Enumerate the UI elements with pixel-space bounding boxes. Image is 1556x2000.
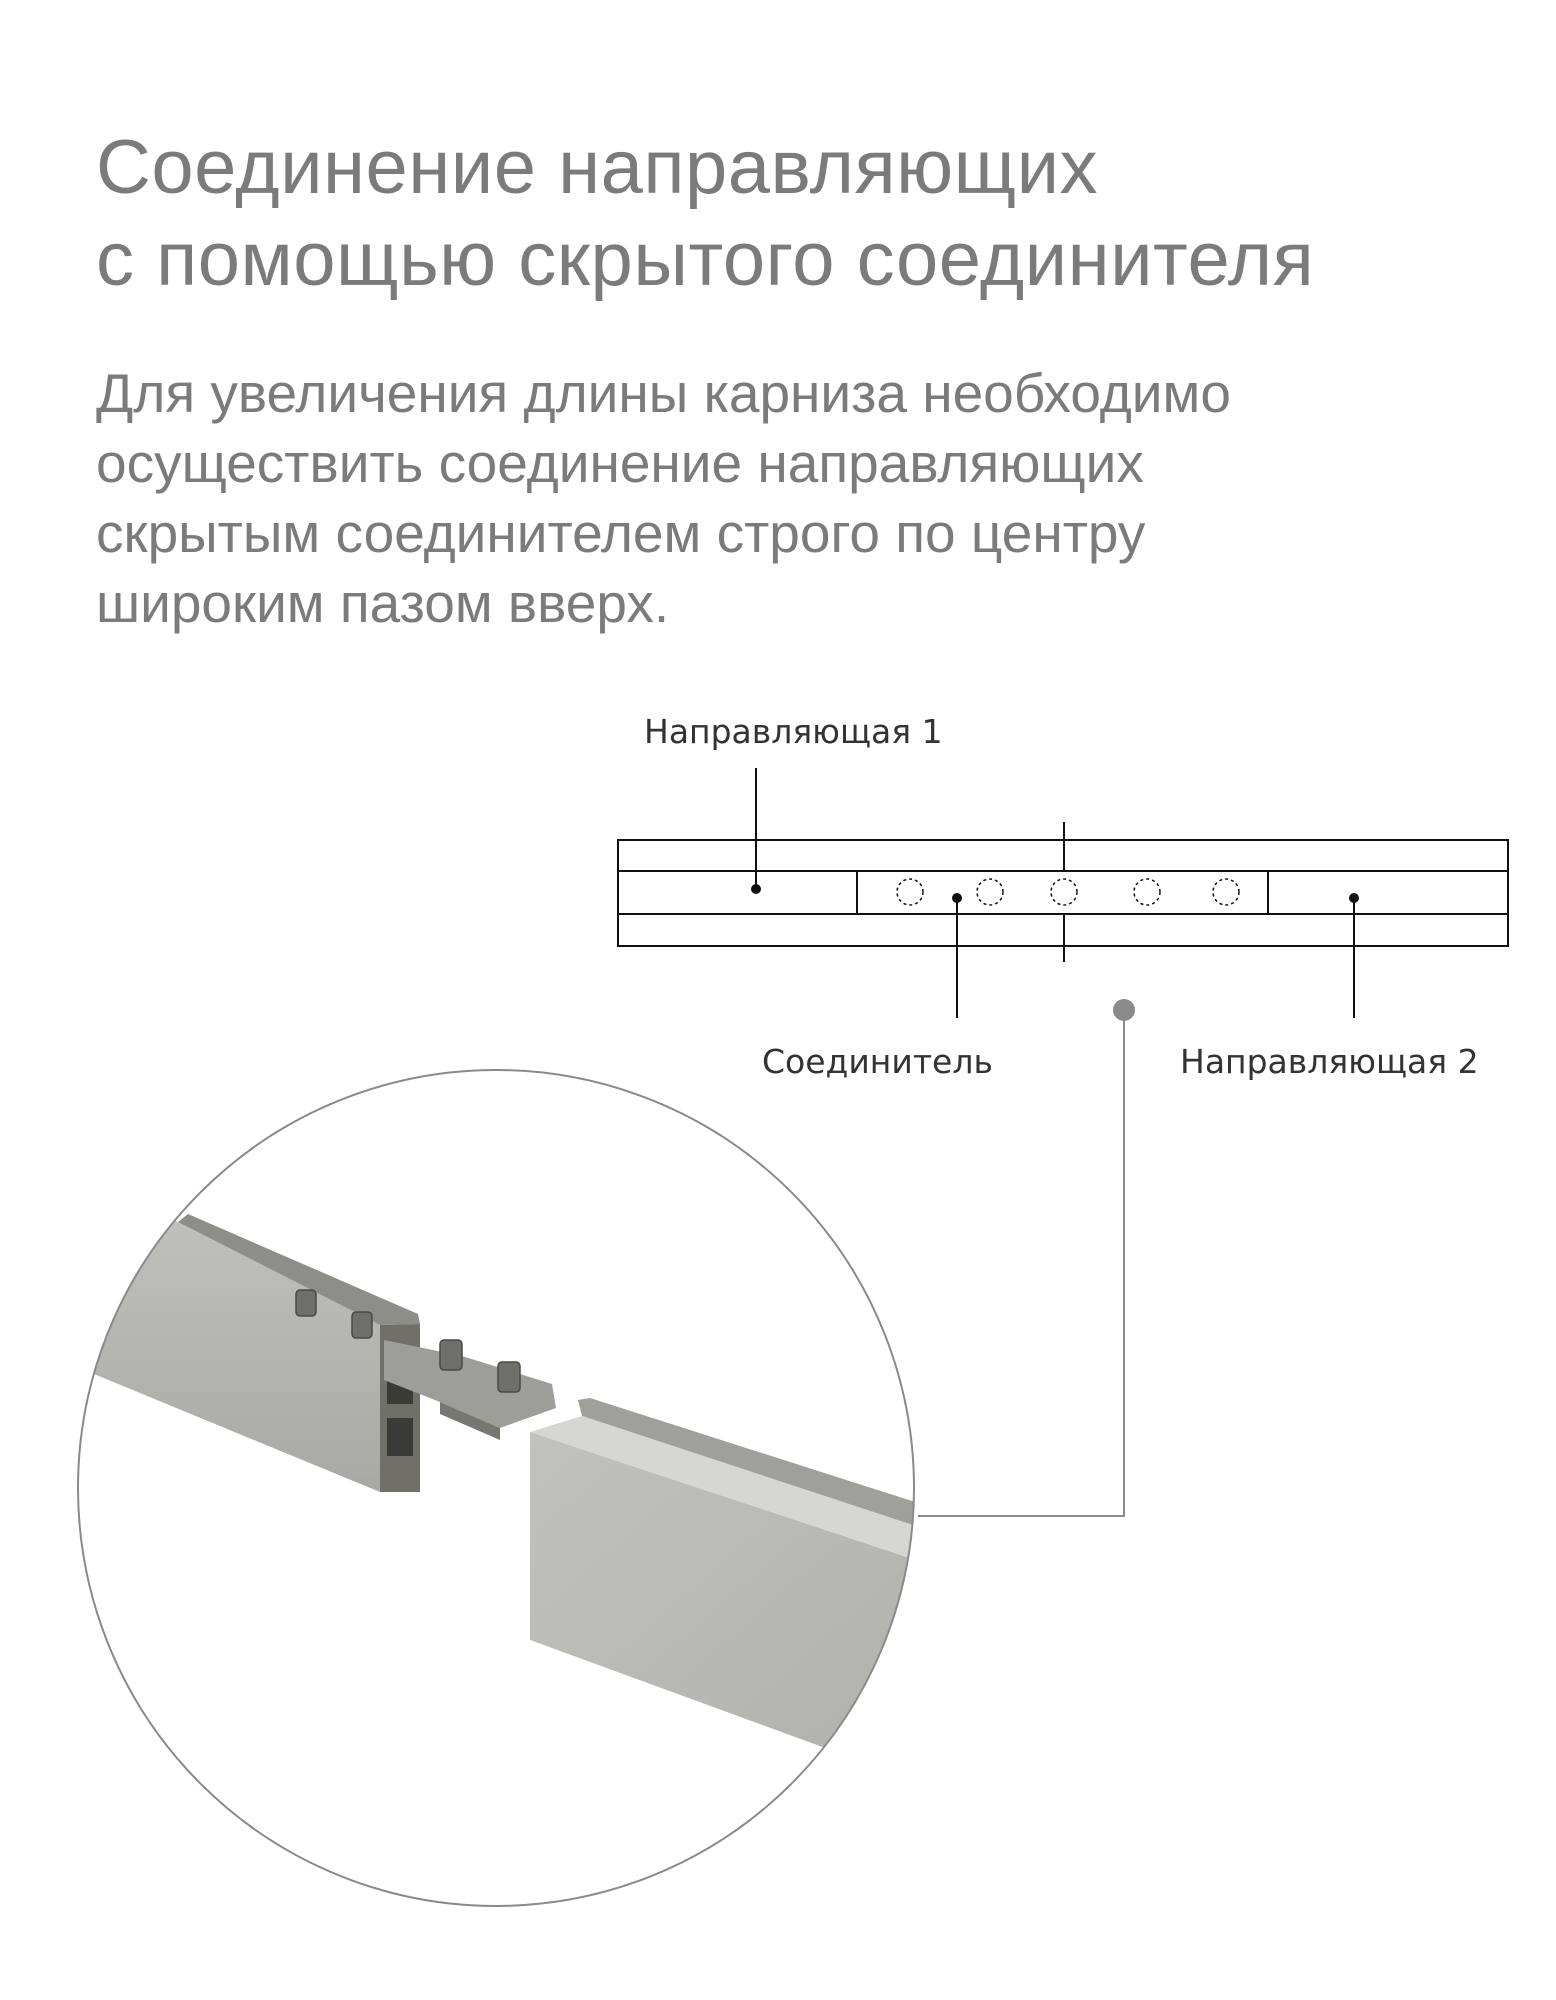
title-line-2: с помощью скрытого соединителя: [96, 217, 1315, 302]
rail-assembly-drawing: [618, 768, 1508, 1018]
rail-2-label: Направляющая 2: [1180, 1042, 1479, 1081]
screw-2: [352, 1312, 372, 1338]
zoom-detail-photo: [60, 1060, 940, 1920]
rail-1-marker: [752, 885, 760, 893]
rail-2-marker: [1350, 894, 1358, 902]
zoom-callout: [918, 999, 1135, 1516]
screw-1: [296, 1290, 316, 1316]
rail-1-profile-slot-2: [387, 1418, 413, 1456]
title-line-1: Соединение направляющих: [96, 125, 1099, 210]
rail-1-label: Направляющая 1: [644, 712, 943, 751]
description-line-4: широким пазом вверх.: [96, 572, 670, 634]
description-line-2: осуществить соединение направляющих: [96, 432, 1144, 494]
screw-3: [440, 1340, 462, 1370]
connector-label: Соединитель: [762, 1042, 993, 1081]
connector-outline: [857, 871, 1268, 914]
connector-marker: [953, 894, 961, 902]
description-line-3: скрытым соединителем строго по центру: [96, 502, 1146, 564]
callout-line: [918, 1010, 1124, 1516]
description-line-1: Для увеличения длины карниза необходимо: [96, 362, 1231, 424]
screw-4: [498, 1362, 520, 1392]
